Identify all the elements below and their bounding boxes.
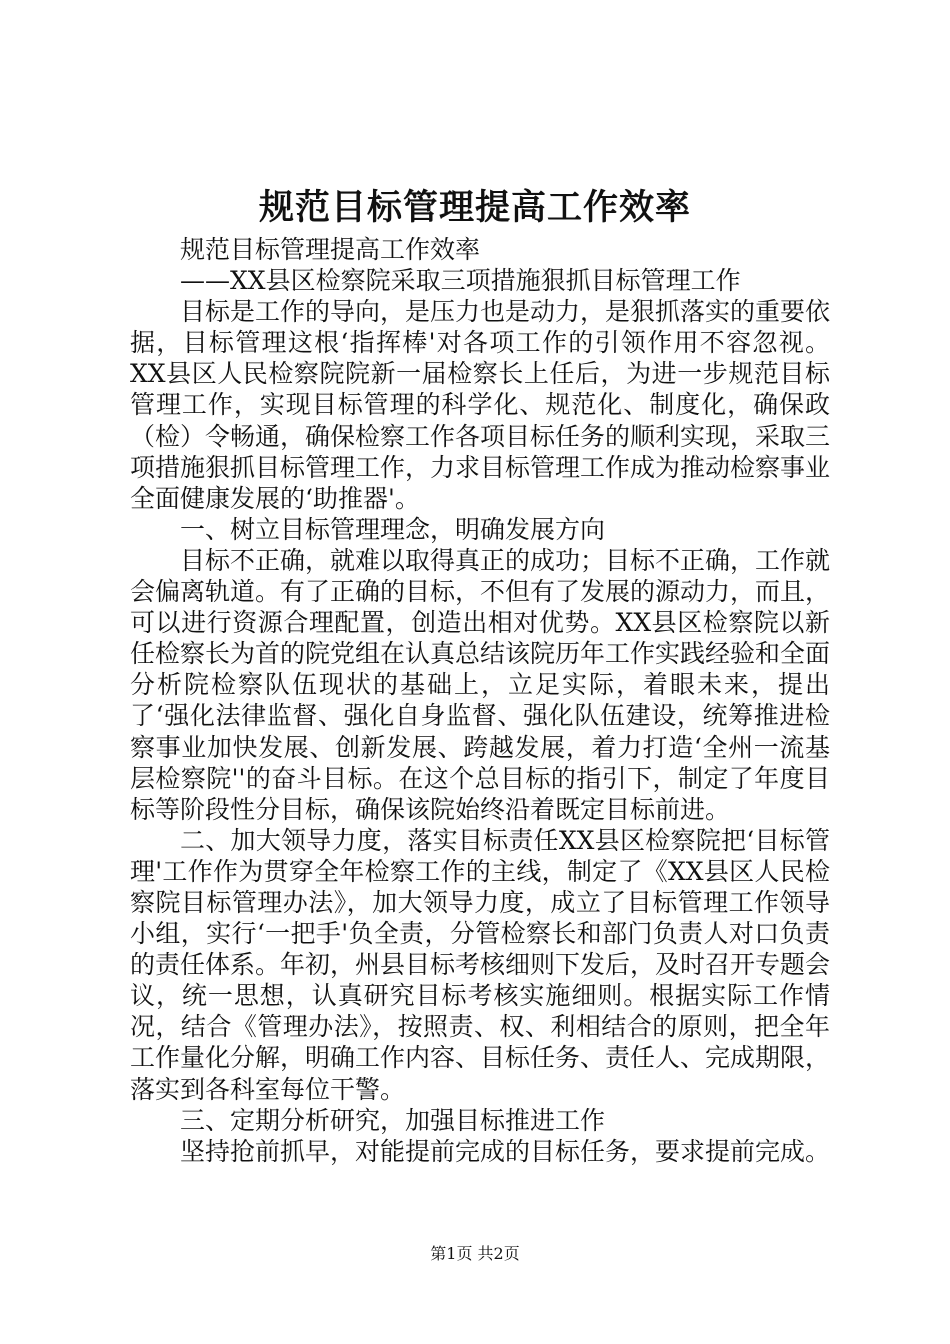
paragraph-intro: 目标是工作的导向，是压力也是动力，是狠抓落实的重要依据，目标管理这根‘指挥棒'对各项工作的引领作用不容忽视。XX县区人民检察院院新一届检察长上任后，为进一步规范目标管理工作，实现目标管理的科学化、规范化、制度化，确保政（检）令畅通，确保检察工作各项目标任务的顺利实现，采取三项措施狠抓目标管理工作，力求目标管理工作成为推动检察事业全面健康发展的‘助推器'。 [130, 297, 831, 513]
section-heading-1: 一、树立目标管理理念，明确发展方向 [180, 514, 606, 544]
document-title: 规范目标管理提高工作效率 [258, 187, 691, 228]
paragraph-byline: ——XX县区检察院采取三项措施狠抓目标管理工作 [180, 266, 741, 296]
paragraph-section-2: 二、加大领导力度，落实目标责任XX县区检察院把‘目标管理'工作作为贯穿全年检察工作的主线，制定了《XX县区人民检察院目标管理办法》，加大领导力度，成立了目标管理工作领导小组，实行‘一把手'负全责，分管检察长和部门负责人对口负责的责任体系。年初，州县目标考核细则下发后，及时召开专题会议，统一思想，认真研究目标考核实施细则。根据实际工作情况，结合《管理办法》，按照责、权、利相结合的原则，把全年工作量化分解，明确工作内容、目标任务、责任人、完成期限，落实到各科室每位干警。 [130, 825, 831, 1104]
page-footer: 第1页 共2页 [430, 1244, 520, 1263]
paragraph-section-1: 目标不正确，就难以取得真正的成功；目标不正确，工作就会偏离轨道。有了正确的目标，不但有了发展的源动力，而且，可以进行资源合理配置，创造出相对优势。XX县区检察院以新任检察长为首的院党组在认真总结该院历年工作实践经验和全面分析院检察队伍现状的基础上，立足实际，着眼未来，提出了‘强化法律监督、强化自身监督、强化队伍建设，统筹推进检察事业加快发展、创新发展、跨越发展，着力打造‘全州一流基层检察院''的奋斗目标。在这个总目标的指引下，制定了年度目标等阶段性分目标，确保该院始终沿着既定目标前进。 [130, 545, 831, 824]
section-heading-3: 三、定期分析研究，加强目标推进工作 [180, 1105, 606, 1135]
document-body [130, 234, 830, 1167]
paragraph-section-3: 坚持抢前抓早，对能提前完成的目标任务，要求提前完成。 [180, 1136, 831, 1166]
paragraph-subtitle: 规范目标管理提高工作效率 [180, 235, 481, 264]
